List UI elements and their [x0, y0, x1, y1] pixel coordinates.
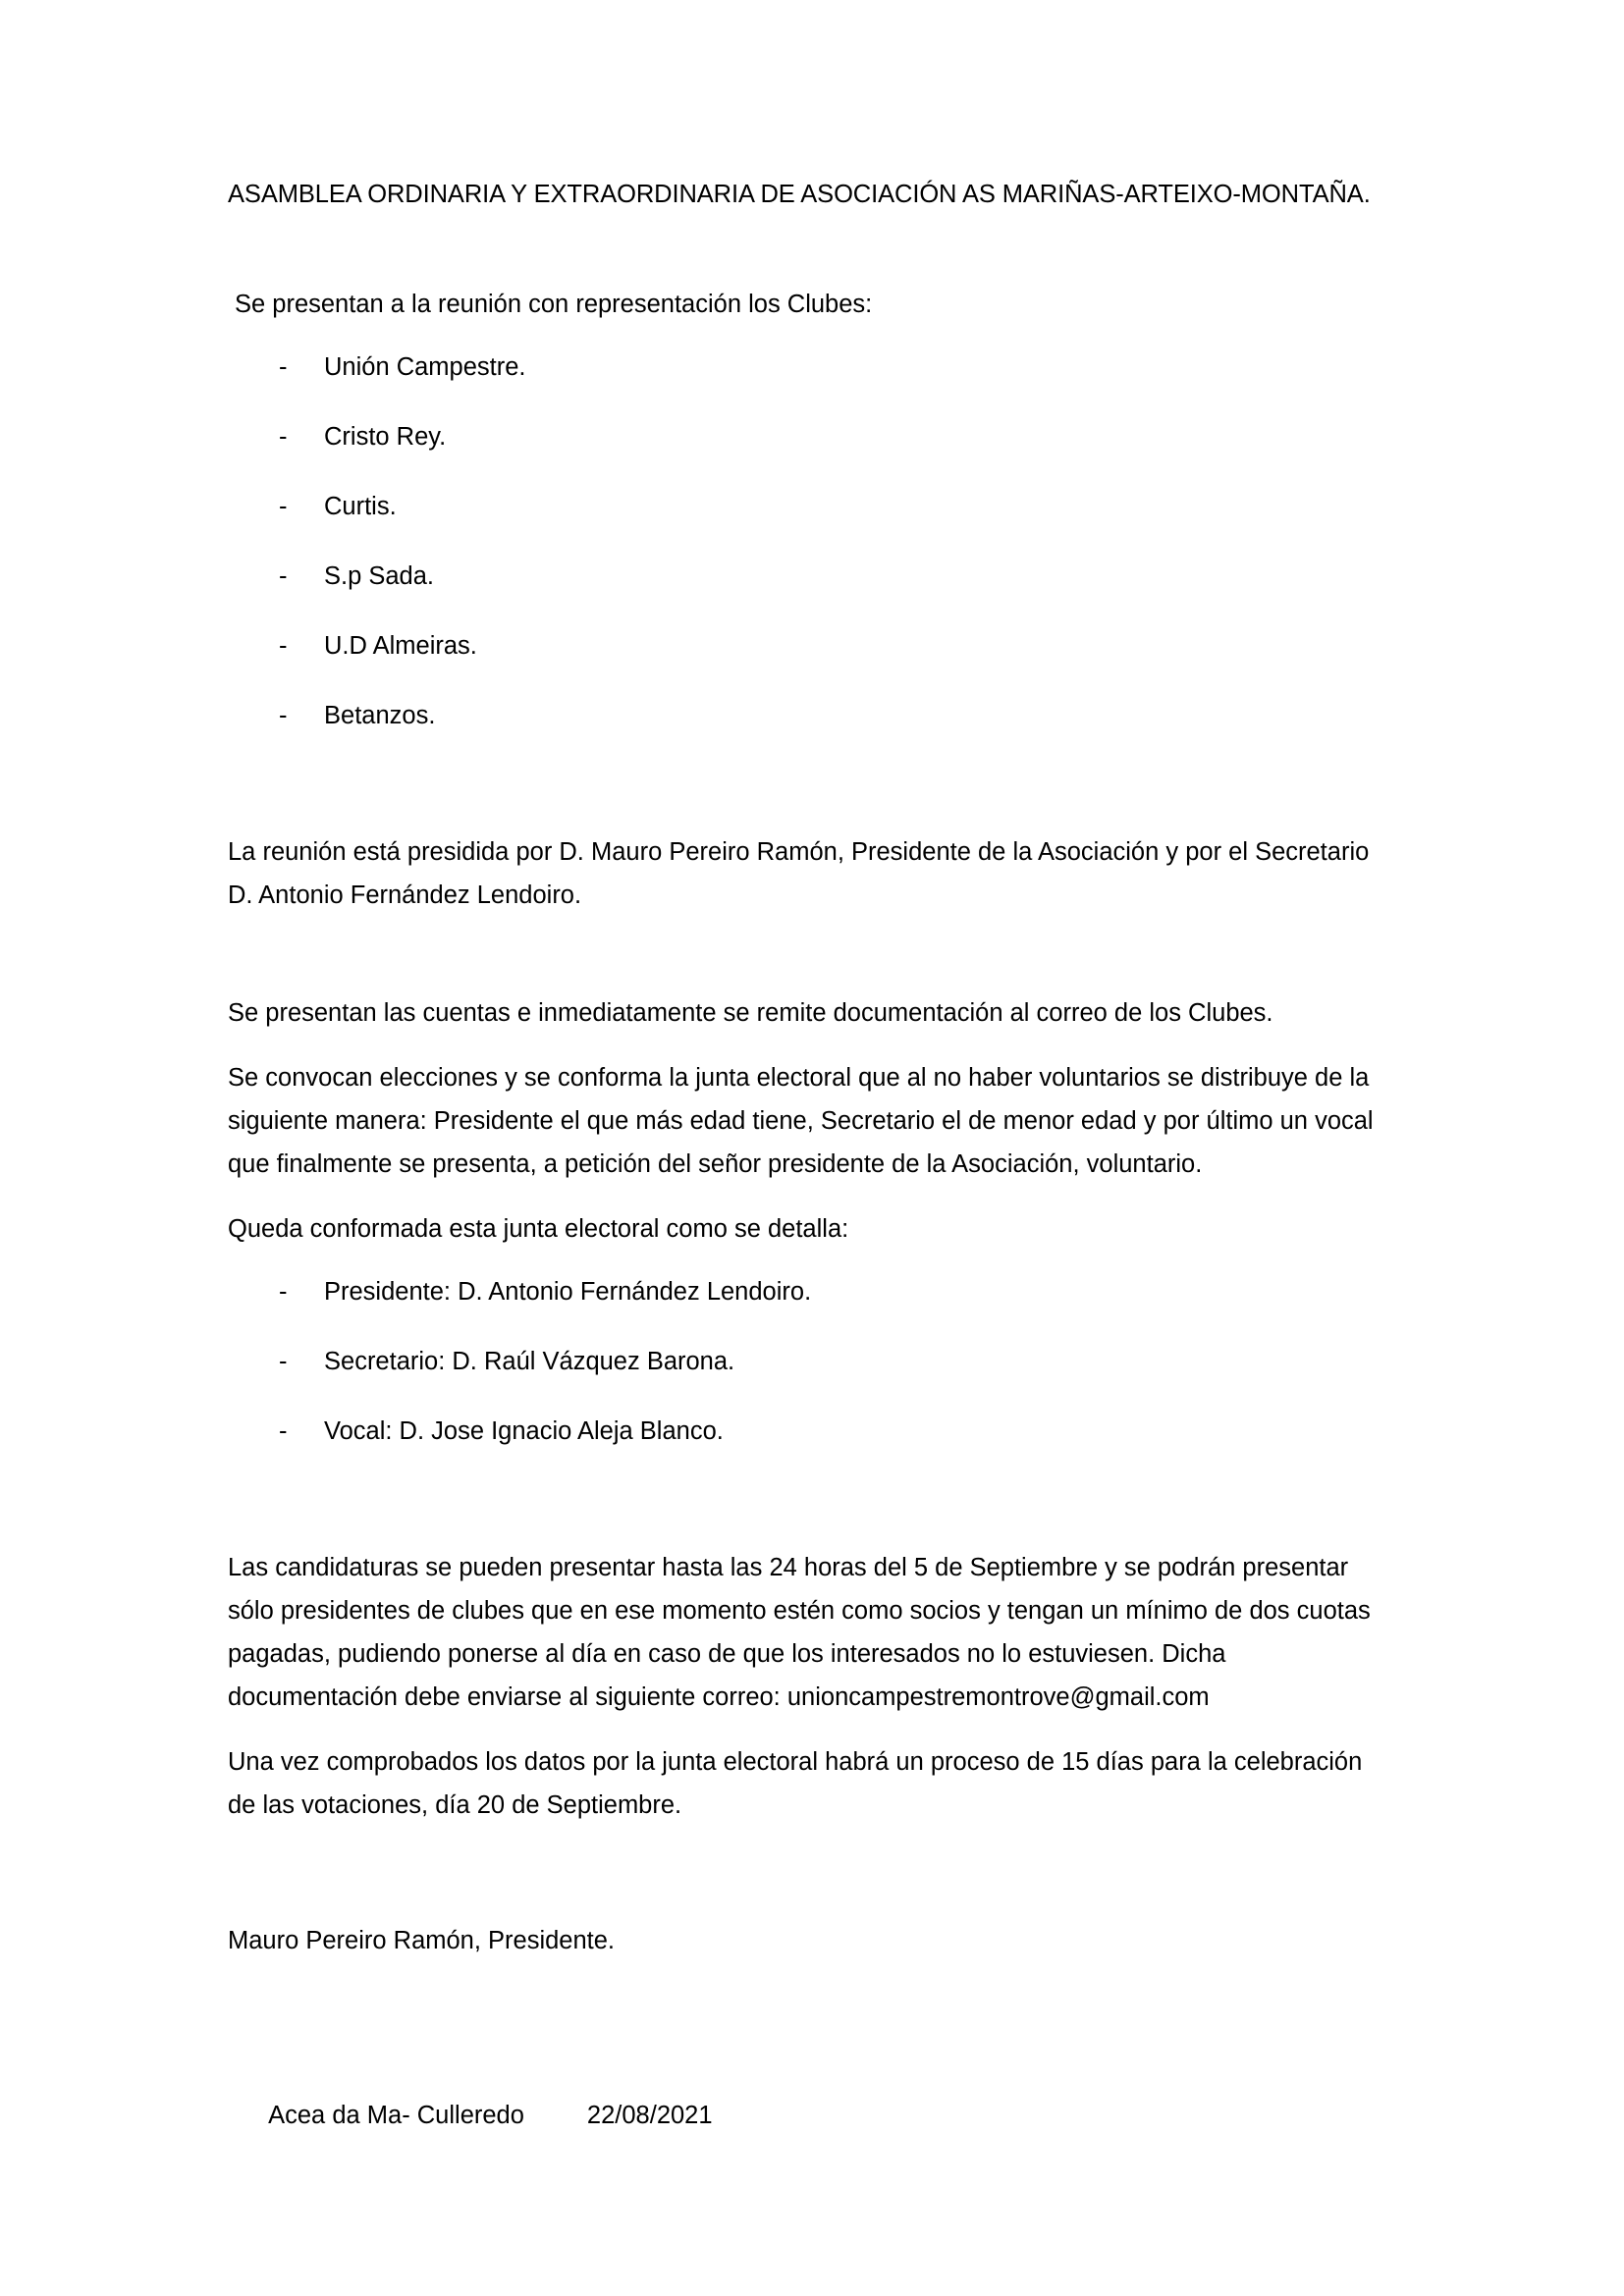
list-item: [228, 696, 1375, 736]
bullet-dash-icon: -: [279, 561, 288, 590]
spacer: [228, 1035, 1375, 1056]
document-title: ASAMBLEA ORDINARIA Y EXTRAORDINARIA DE ASOCIACIÓN AS MARIÑAS-ARTEIXO-MONTAÑA.: [228, 181, 1371, 208]
list-item-label: Presidente: D. Antonio Fernández Lendoiro.: [324, 1277, 812, 1306]
list-item-label: Vocal: D. Jose Ignacio Aleja Blanco.: [324, 1416, 724, 1445]
list-item: [228, 626, 1375, 667]
spacer: [228, 917, 1375, 991]
list-item-label: Betanzos.: [324, 701, 436, 729]
board-intro-paragraph: Queda conformada esta junta electoral como se detalla:: [228, 1214, 849, 1243]
list-item-label: S.p Sada.: [324, 561, 434, 590]
bullet-dash-icon: -: [279, 631, 288, 660]
spacer: [228, 736, 1375, 830]
spacer: [228, 1719, 1375, 1740]
signature-line: Mauro Pereiro Ramón, Presidente.: [228, 1926, 616, 1954]
presidency-paragraph: La reunión está presidida por D. Mauro Pereiro Ramón, Presidente de la Asociación y por el Secretario D. Antonio Fernández Lendoiro.: [228, 837, 1370, 909]
bullet-dash-icon: -: [279, 1277, 288, 1306]
bullet-dash-icon: -: [279, 492, 288, 520]
elections-paragraph: Se convocan elecciones y se conforma la junta electoral que al no haber voluntarios se distribuye de la siguiente manera: Presidente el que más edad tiene, Secretario el de menor edad y por último un vocal que finalmente se presenta, a petición del señor presidente de la Asociación, voluntario.: [228, 1063, 1374, 1178]
bullet-dash-icon: -: [279, 701, 288, 729]
spacer: [228, 1452, 1375, 1546]
list-item: [228, 1272, 1375, 1312]
bullet-dash-icon: -: [279, 1416, 288, 1445]
candidacies-paragraph: Las candidaturas se pueden presentar hasta las 24 horas del 5 de Septiembre y se podrán presentar sólo presidentes de clubes que en ese momento estén como socios y tengan un mínimo de dos cuotas pagadas, pudiendo ponerse al día en caso de que los interesados no lo estuviesen. Dicha documentación debe enviarse al siguiente correo: unioncampestremontrove@gmail.com: [228, 1553, 1371, 1711]
list-item-label: Curtis.: [324, 492, 397, 520]
clubs-list: [228, 347, 1375, 736]
list-item-label: Cristo Rey.: [324, 422, 447, 451]
list-item-label: Secretario: D. Raúl Vázquez Barona.: [324, 1347, 735, 1375]
list-item: [228, 487, 1375, 527]
list-item: [228, 557, 1375, 597]
spacer: [228, 208, 1375, 283]
list-item: [228, 347, 1375, 388]
bullet-dash-icon: -: [279, 1347, 288, 1375]
list-item: [228, 417, 1375, 457]
spacer: [228, 1251, 1375, 1272]
list-item-label: Unión Campestre.: [324, 352, 526, 381]
spacer: [228, 1827, 1375, 1921]
board-members-list: [228, 1272, 1375, 1452]
voting-paragraph: Una vez comprobados los datos por la junta electoral habrá un proceso de 15 días para la celebración de las votaciones, día 20 de Septiembre.: [228, 1747, 1363, 1819]
list-item: [228, 1412, 1375, 1452]
accounts-paragraph: Se presentan las cuentas e inmediatamente se remite documentación al correo de los Clubes.: [228, 998, 1273, 1027]
spacer: [228, 326, 1375, 347]
spacer: [228, 1186, 1375, 1207]
bullet-dash-icon: -: [279, 422, 288, 451]
clubs-intro-paragraph: Se presentan a la reunión con representación los Clubes:: [235, 290, 873, 318]
document-body: [228, 183, 1375, 2176]
list-item-label: U.D Almeiras.: [324, 631, 477, 660]
spacer: [228, 1961, 1375, 2056]
list-item: [228, 1342, 1375, 1382]
place-date-row: [228, 2056, 1375, 2176]
date-label: 22/08/2021: [586, 2101, 713, 2129]
bullet-dash-icon: -: [279, 352, 288, 381]
place-label: Acea da Ma- Culleredo: [268, 2101, 524, 2129]
